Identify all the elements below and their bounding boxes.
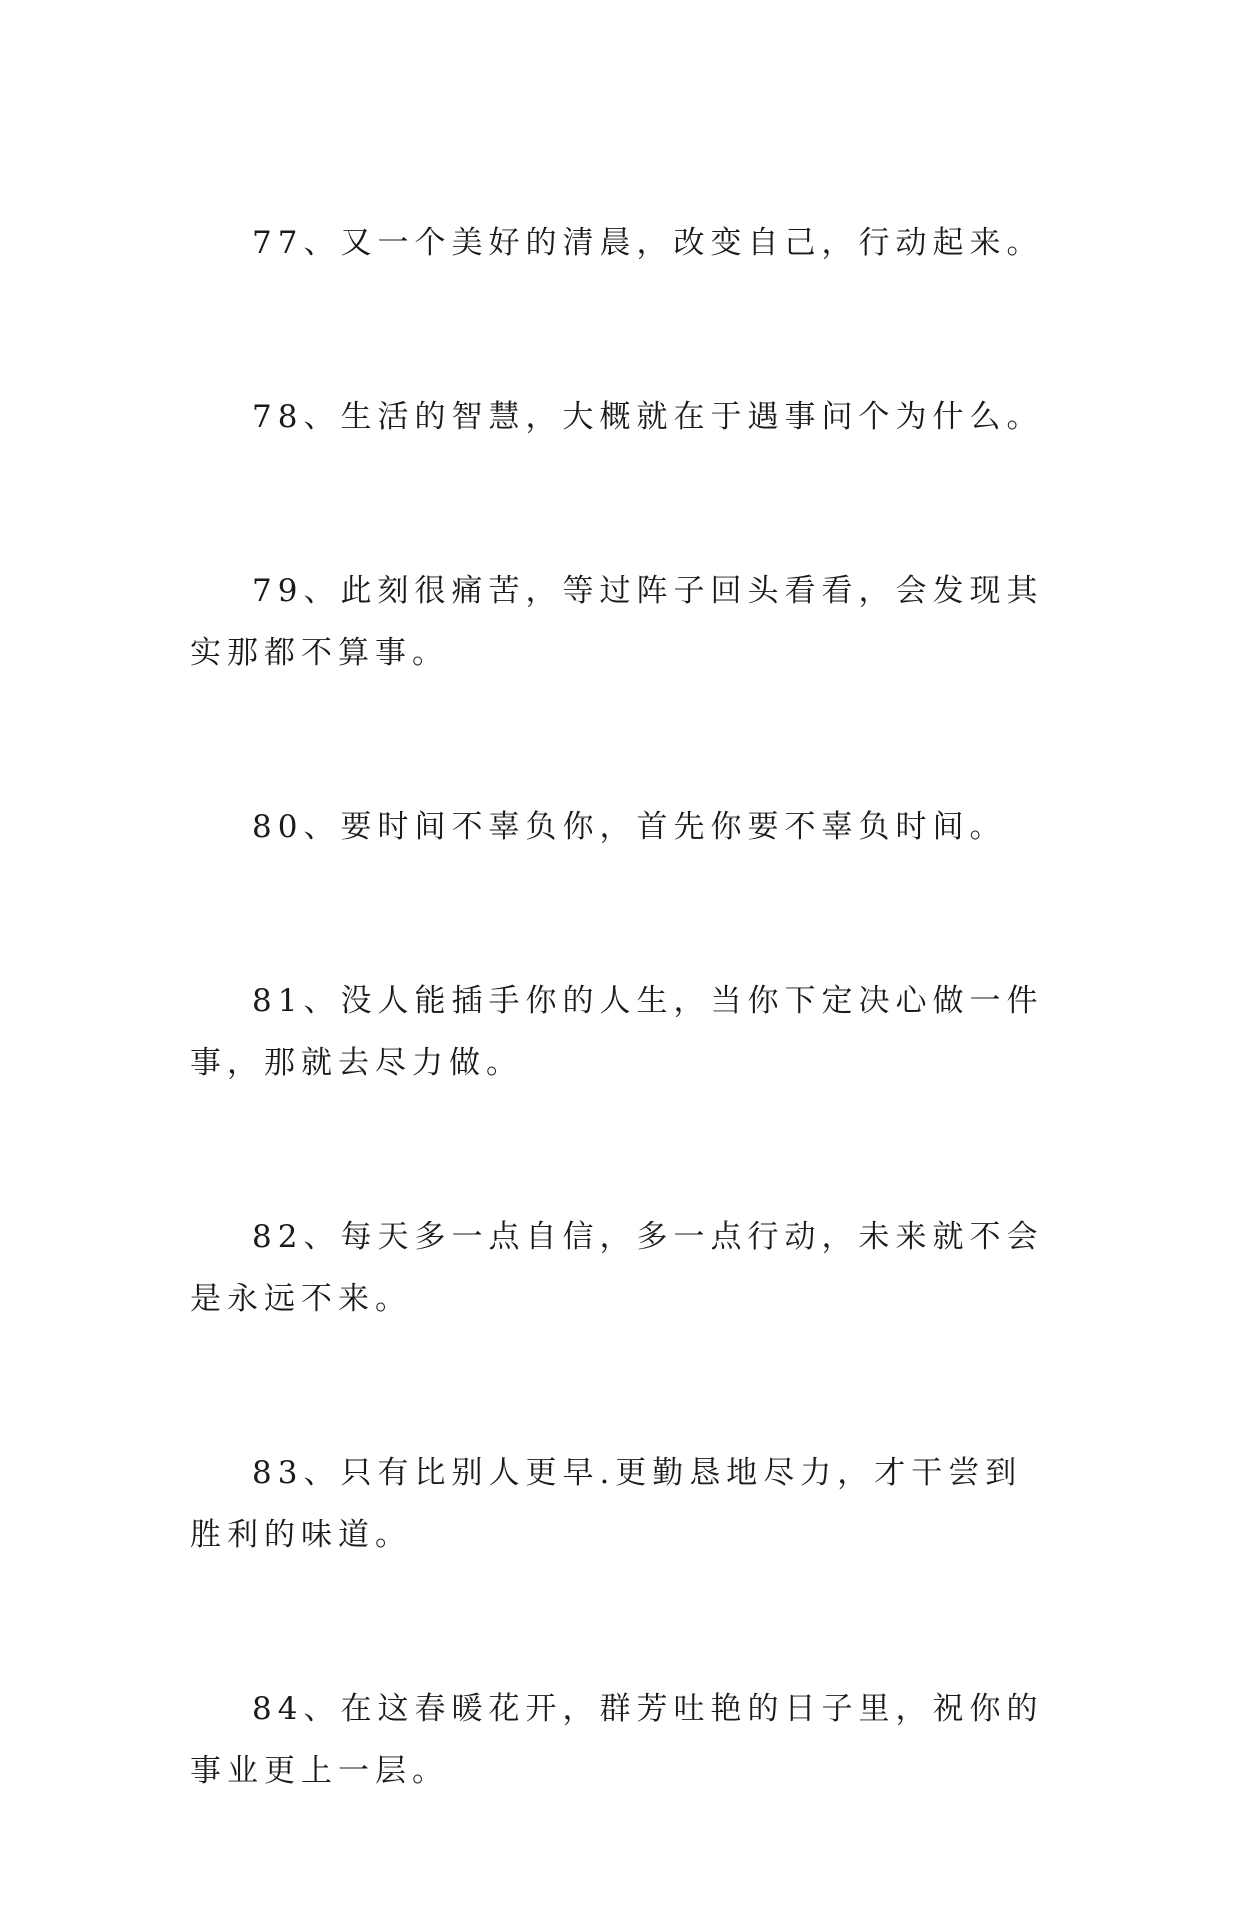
paragraph-81: 81、没人能插手你的人生，当你下定决心做一件事，那就去尽力做。 bbox=[190, 983, 1044, 1081]
paragraph-84: 84、在这春暖花开，群芳吐艳的日子里，祝你的事业更上一层。 bbox=[190, 1691, 1044, 1789]
paragraph-80: 80、要时间不辜负你，首先你要不辜负时间。 bbox=[252, 809, 1007, 845]
paragraph-83: 83、只有比别人更早.更勤恳地尽力，才干尝到胜利的味道。 bbox=[190, 1455, 1023, 1553]
paragraph-79: 79、此刻很痛苦，等过阵子回头看看，会发现其实那都不算事。 bbox=[190, 573, 1044, 671]
paragraph-77: 77、又一个美好的清晨，改变自己，行动起来。 bbox=[252, 225, 1044, 261]
paragraph-82: 82、每天多一点自信，多一点行动，未来就不会是永远不来。 bbox=[190, 1219, 1044, 1317]
document-body bbox=[190, 212, 1052, 1914]
paragraph-78: 78、生活的智慧，大概就在于遇事问个为什么。 bbox=[252, 399, 1044, 435]
